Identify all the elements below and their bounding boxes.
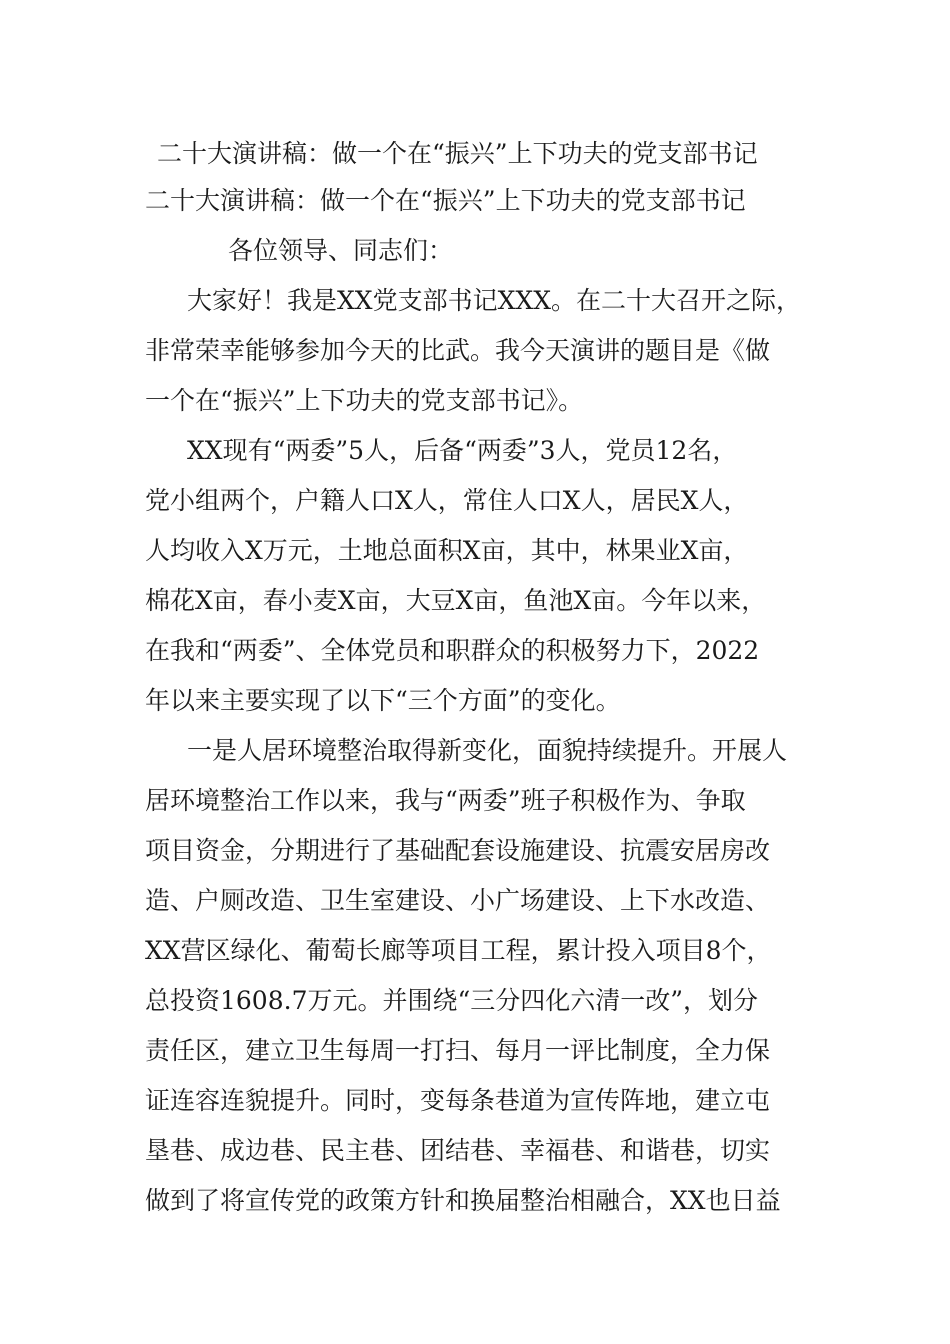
- paragraph-line: 总投资1608.7万元。并围绕“三分四化六清一改”，划分: [145, 986, 759, 1015]
- paragraph-line: 项目资金，分期进行了基础配套设施建设、抗震安居房改: [145, 836, 771, 865]
- document-title: 二十大演讲稿：做一个在“振兴”上下功夫的党支部书记: [157, 139, 758, 168]
- paragraph-line: 非常荣幸能够参加今天的比武。我今天演讲的题目是《做: [145, 336, 771, 365]
- paragraph-line: 一是人居环境整治取得新变化，面貌持续提升。开展人: [187, 736, 788, 765]
- salutation: 各位领导、同志们：: [228, 236, 454, 265]
- paragraph-line: 大家好！我是XX党支部书记XXX。在二十大召开之际，: [187, 286, 801, 315]
- paragraph-line: 党小组两个，户籍人口X人，常住人口X人，居民X人，: [145, 486, 749, 515]
- paragraph-line: 做到了将宣传党的政策方针和换届整治相融合，XX也日益: [145, 1186, 781, 1215]
- paragraph-line: 棉花X亩，春小麦X亩，大豆X亩，鱼池X亩。今年以来，: [145, 586, 767, 615]
- paragraph-line: 造、户厕改造、卫生室建设、小广场建设、上下水改造、: [145, 886, 771, 915]
- paragraph-line: 一个在“振兴”上下功夫的党支部书记》。: [145, 386, 584, 415]
- paragraph-line: 责任区，建立卫生每周一打扫、每月一评比制度，全力保: [145, 1036, 771, 1065]
- paragraph-line: XX营区绿化、葡萄长廊等项目工程，累计投入项目8个，: [145, 936, 772, 965]
- document-title-repeat: 二十大演讲稿：做一个在“振兴”上下功夫的党支部书记: [145, 186, 746, 215]
- paragraph-line: 人均收入X万元，土地总面积X亩，其中，林果业X亩，: [145, 536, 749, 565]
- paragraph-line: 在我和“两委”、全体党员和职群众的积极努力下，2022: [145, 636, 760, 665]
- paragraph-line: 证连容连貌提升。同时，变每条巷道为宣传阵地，建立屯: [145, 1086, 771, 1115]
- paragraph-line: 年以来主要实现了以下“三个方面”的变化。: [145, 686, 621, 715]
- paragraph-line: XX现有“两委”5人，后备“两委”3人，党员12名，: [187, 436, 738, 465]
- paragraph-line: 居环境整治工作以来，我与“两委”班子积极作为、争取: [145, 786, 746, 815]
- paragraph-line: 垦巷、成边巷、民主巷、团结巷、幸福巷、和谐巷，切实: [145, 1136, 771, 1165]
